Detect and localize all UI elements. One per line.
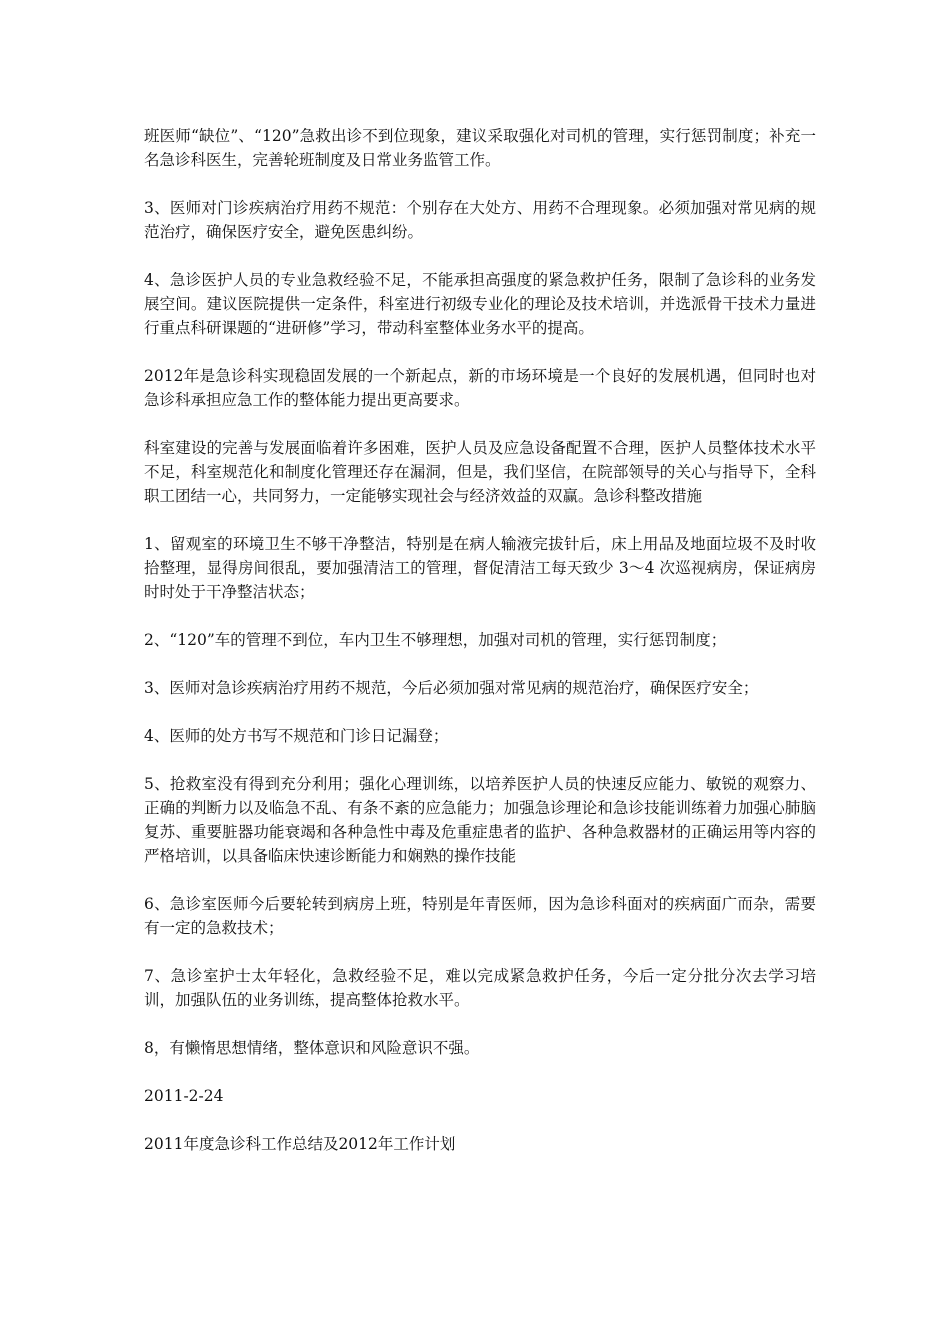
paragraph-item-4-emergency-experience: 4、急诊医护人员的专业急救经验不足，不能承担高强度的紧急救护任务，限制了急诊科的业务发展空间。建议医院提供一定条件，科室进行初级专业化的理论及技术培训，并选派骨干技术力量进行重点科研课题的“进研修”学习，带动科室整体业务水平的提高。 bbox=[144, 271, 816, 337]
document-date: 2011-2-24 bbox=[144, 1087, 224, 1105]
paragraph-measure-8: 8，有懒惰思想情绪，整体意识和风险意识不强。 bbox=[144, 1039, 480, 1057]
document-title: 2011年度急诊科工作总结及2012年工作计划 bbox=[144, 1135, 456, 1153]
document-body bbox=[144, 124, 816, 1180]
paragraph-department-challenges: 科室建设的完善与发展面临着许多困难，医护人员及应急设备配置不合理，医护人员整体技术水平不足，科室规范化和制度化管理还存在漏洞，但是，我们坚信，在院部领导的关心与指导下，全科职工团结一心，共同努力，一定能够实现社会与经济效益的双赢。急诊科整改措施 bbox=[144, 439, 816, 505]
paragraph-item-3-outpatient-medication: 3、医师对门诊疾病治疗用药不规范：个别存在大处方、用药不合理现象。必须加强对常见病的规范治疗，确保医疗安全，避免医患纠纷。 bbox=[144, 199, 816, 241]
paragraph-measure-7: 7、急诊室护士太年轻化，急救经验不足，难以完成紧急救护任务，今后一定分批分次去学习培训，加强队伍的业务训练，提高整体抢救水平。 bbox=[144, 967, 816, 1009]
paragraph-measure-2: 2、“120”车的管理不到位，车内卫生不够理想，加强对司机的管理，实行惩罚制度； bbox=[144, 631, 727, 649]
paragraph-measure-3: 3、医师对急诊疾病治疗用药不规范，今后必须加强对常见病的规范治疗，确保医疗安全； bbox=[144, 679, 759, 697]
paragraph-measure-5: 5、抢救室没有得到充分利用；强化心理训练，以培养医护人员的快速反应能力、敏锐的观察力、正确的判断力以及临急不乱、有条不紊的应急能力；加强急诊理论和急诊技能训练着力加强心肺脑复苏、重要脏器功能衰竭和各种急性中毒及危重症患者的监护、各种急救器材的正确运用等内容的严格培训，以具备临床快速诊断能力和娴熟的操作技能 bbox=[144, 775, 816, 865]
paragraph-2012-development: 2012年是急诊科实现稳固发展的一个新起点，新的市场环境是一个良好的发展机遇，但同时也对急诊科承担应急工作的整体能力提出更高要求。 bbox=[144, 367, 816, 409]
paragraph-measure-1: 1、留观室的环境卫生不够干净整洁，特别是在病人输液完拔针后，床上用品及地面垃圾不及时收拾整理，显得房间很乱，要加强清洁工的管理，督促清洁工每天致少 3～4 次巡视病房，保证病房时时处于干净整洁状态； bbox=[144, 535, 816, 601]
paragraph-continued-shift-issue: 班医师“缺位”、“120”急救出诊不到位现象，建议采取强化对司机的管理，实行惩罚制度；补充一名急诊科医生，完善轮班制度及日常业务监管工作。 bbox=[144, 127, 816, 169]
paragraph-measure-4: 4、医师的处方书写不规范和门诊日记漏登； bbox=[144, 727, 449, 745]
paragraph-measure-6: 6、急诊室医师今后要轮转到病房上班，特别是年青医师，因为急诊科面对的疾病面广而杂，需要有一定的急救技术； bbox=[144, 895, 816, 937]
